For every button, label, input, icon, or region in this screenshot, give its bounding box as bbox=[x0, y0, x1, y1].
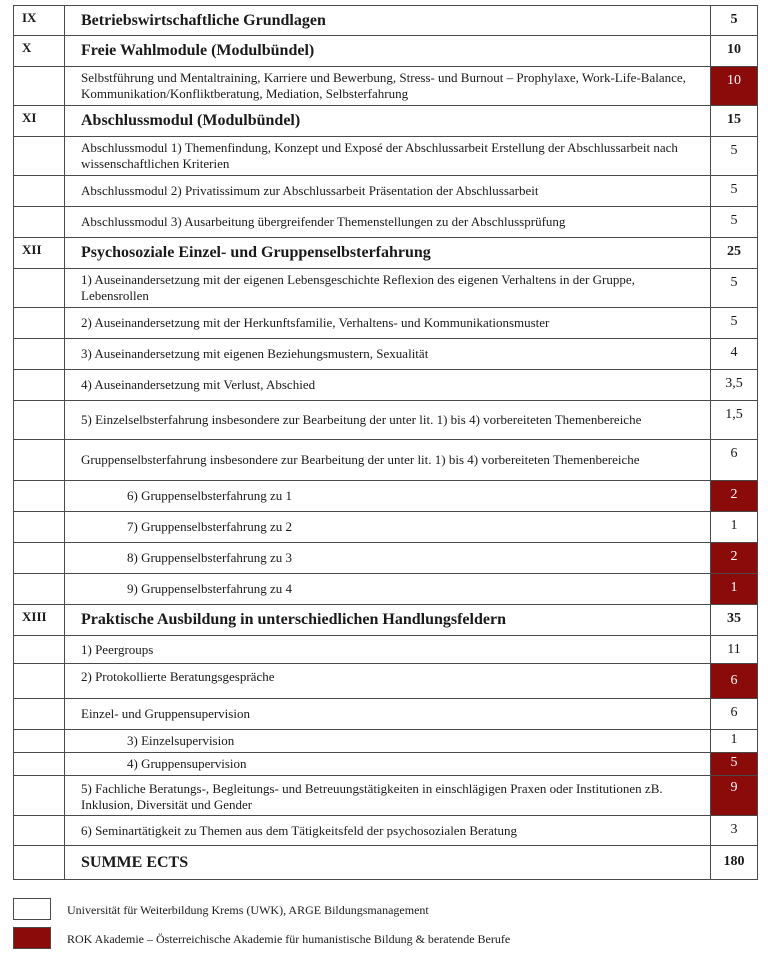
module-text: 2) Protokollierte Beratungsgespräche bbox=[65, 664, 711, 698]
module-text: 2) Auseinandersetzung mit der Herkunftsfamilie, Verhaltens- und Kommunikationsmuster bbox=[65, 308, 711, 338]
table-row bbox=[13, 776, 758, 816]
table-row bbox=[13, 269, 758, 308]
ects-value: 4 bbox=[730, 345, 738, 360]
empty-cell bbox=[14, 846, 65, 879]
section-row-xi bbox=[13, 106, 758, 137]
empty-cell bbox=[14, 636, 65, 663]
empty-cell bbox=[14, 512, 65, 542]
legend-swatch-rok bbox=[13, 927, 51, 949]
table-row bbox=[13, 512, 758, 543]
section-number: X bbox=[14, 36, 65, 66]
empty-cell bbox=[14, 207, 65, 237]
table-row bbox=[13, 730, 758, 753]
ects-value: 1 bbox=[730, 732, 738, 747]
module-text: 8) Gruppenselbsterfahrung zu 3 bbox=[65, 543, 711, 573]
table-row bbox=[13, 176, 758, 207]
table-row bbox=[13, 67, 758, 106]
empty-cell bbox=[14, 67, 65, 105]
empty-cell bbox=[14, 543, 65, 573]
ects-value: 5 bbox=[730, 213, 738, 228]
ects-value: 6 bbox=[730, 446, 738, 461]
module-text: Selbstführung und Mentaltraining, Karriere und Bewerbung, Stress- und Burnout – Prophylaxe, Work-Life-Balance, Kommunikation/Konfliktberatung, Mediation, Selbsterfahrung bbox=[65, 67, 711, 105]
empty-cell bbox=[14, 816, 65, 845]
table-row bbox=[13, 574, 758, 605]
table-row bbox=[13, 370, 758, 401]
section-number: XII bbox=[14, 238, 65, 268]
section-title: Betriebswirtschaftliche Grundlagen bbox=[65, 6, 711, 35]
ects-value-rok: 2 bbox=[711, 481, 757, 511]
module-text: 9) Gruppenselbsterfahrung zu 4 bbox=[65, 574, 711, 604]
empty-cell bbox=[14, 776, 65, 815]
section-number: XIII bbox=[14, 605, 65, 635]
ects-value-rok: 10 bbox=[711, 67, 757, 105]
section-title: Praktische Ausbildung in unterschiedlichen Handlungsfeldern bbox=[65, 605, 711, 635]
module-text: 4) Auseinandersetzung mit Verlust, Abschied bbox=[65, 370, 711, 400]
module-text: 1) Peergroups bbox=[65, 636, 711, 663]
table-row bbox=[13, 636, 758, 664]
section-row-ix bbox=[13, 5, 758, 36]
legend-label-rok: ROK Akademie – Österreichische Akademie für humanistische Bildung & beratende Berufe bbox=[67, 932, 511, 946]
ects-value: 3,5 bbox=[725, 376, 743, 391]
section-row-x bbox=[13, 36, 758, 67]
ects-value: 35 bbox=[727, 611, 741, 626]
table-row bbox=[13, 816, 758, 846]
table-row bbox=[13, 543, 758, 574]
table-row bbox=[13, 308, 758, 339]
empty-cell bbox=[14, 370, 65, 400]
empty-cell bbox=[14, 574, 65, 604]
table-row bbox=[13, 440, 758, 481]
section-title: Psychosoziale Einzel- und Gruppenselbsterfahrung bbox=[65, 238, 711, 268]
table-row bbox=[13, 699, 758, 730]
total-value: 180 bbox=[723, 854, 745, 869]
ects-value-rok: 5 bbox=[711, 753, 757, 775]
table-row bbox=[13, 207, 758, 238]
empty-cell bbox=[14, 699, 65, 729]
empty-cell bbox=[14, 401, 65, 439]
ects-value: 6 bbox=[730, 705, 738, 720]
ects-value-rok: 9 bbox=[711, 776, 757, 815]
ects-value: 5 bbox=[730, 275, 738, 290]
empty-cell bbox=[14, 176, 65, 206]
empty-cell bbox=[14, 664, 65, 698]
module-text: Gruppenselbsterfahrung insbesondere zur Bearbeitung der unter lit. 1) bis 4) vorbereiteten Themenbereiche bbox=[65, 440, 711, 480]
ects-value: 5 bbox=[730, 314, 738, 329]
ects-value: 25 bbox=[727, 244, 741, 259]
legend-swatch-uwk bbox=[13, 898, 51, 920]
legend-label-uwk: Universität für Weiterbildung Krems (UWK), ARGE Bildungsmanagement bbox=[67, 903, 429, 917]
section-number: IX bbox=[14, 6, 65, 35]
table-row bbox=[13, 664, 758, 699]
total-label: SUMME ECTS bbox=[65, 846, 711, 879]
empty-cell bbox=[14, 269, 65, 307]
table-row bbox=[13, 339, 758, 370]
empty-cell bbox=[14, 339, 65, 369]
ects-table bbox=[13, 5, 758, 880]
module-text: 5) Fachliche Beratungs-, Begleitungs- und Betreuungstätigkeiten in einschlägigen Praxen oder Institutionen zB. Inklusion, Diversität und Gender bbox=[65, 776, 711, 815]
section-number: XI bbox=[14, 106, 65, 136]
ects-value-rok: 2 bbox=[711, 543, 757, 573]
ects-value-rok: 1 bbox=[711, 574, 757, 604]
section-row-xiii bbox=[13, 605, 758, 636]
module-text: 1) Auseinandersetzung mit der eigenen Lebensgeschichte Reflexion des eigenen Verhaltens in der Gruppe, Lebensrollen bbox=[65, 269, 711, 307]
section-title: Abschlussmodul (Modulbündel) bbox=[65, 106, 711, 136]
empty-cell bbox=[14, 481, 65, 511]
total-row bbox=[13, 846, 758, 880]
module-text: Einzel- und Gruppensupervision bbox=[65, 699, 711, 729]
module-text: 3) Einzelsupervision bbox=[65, 730, 711, 752]
module-text: 7) Gruppenselbsterfahrung zu 2 bbox=[65, 512, 711, 542]
ects-value: 15 bbox=[727, 112, 741, 127]
section-row-xii bbox=[13, 238, 758, 269]
ects-value-rok: 6 bbox=[711, 664, 757, 698]
empty-cell bbox=[14, 440, 65, 480]
table-row bbox=[13, 401, 758, 440]
table-row bbox=[13, 137, 758, 176]
ects-value: 5 bbox=[730, 12, 738, 27]
module-text: Abschlussmodul 3) Ausarbeitung übergreifender Themenstellungen zu der Abschlussprüfung bbox=[65, 207, 711, 237]
empty-cell bbox=[14, 730, 65, 752]
ects-value: 10 bbox=[727, 42, 741, 57]
module-text: 6) Seminartätigkeit zu Themen aus dem Tätigkeitsfeld der psychosozialen Beratung bbox=[65, 816, 711, 845]
section-title: Freie Wahlmodule (Modulbündel) bbox=[65, 36, 711, 66]
module-text: 4) Gruppensupervision bbox=[65, 753, 711, 775]
module-text: 3) Auseinandersetzung mit eigenen Beziehungsmustern, Sexualität bbox=[65, 339, 711, 369]
ects-value: 1 bbox=[730, 518, 738, 533]
table-row bbox=[13, 753, 758, 776]
module-text: 5) Einzelselbsterfahrung insbesondere zur Bearbeitung der unter lit. 1) bis 4) vorbereiteten Themenbereiche bbox=[65, 401, 711, 439]
ects-value: 11 bbox=[727, 642, 741, 657]
empty-cell bbox=[14, 308, 65, 338]
module-text: Abschlussmodul 2) Privatissimum zur Abschlussarbeit Präsentation der Abschlussarbeit bbox=[65, 176, 711, 206]
module-text: Abschlussmodul 1) Themenfindung, Konzept und Exposé der Abschlussarbeit Erstellung der Abschlussarbeit nach wissenschaftlichen Kriterien bbox=[65, 137, 711, 175]
empty-cell bbox=[14, 753, 65, 775]
module-text: 6) Gruppenselbsterfahrung zu 1 bbox=[65, 481, 711, 511]
ects-value: 5 bbox=[730, 182, 738, 197]
ects-value: 3 bbox=[730, 822, 738, 837]
ects-value: 5 bbox=[730, 143, 738, 158]
ects-value: 1,5 bbox=[725, 407, 743, 422]
table-row bbox=[13, 481, 758, 512]
empty-cell bbox=[14, 137, 65, 175]
